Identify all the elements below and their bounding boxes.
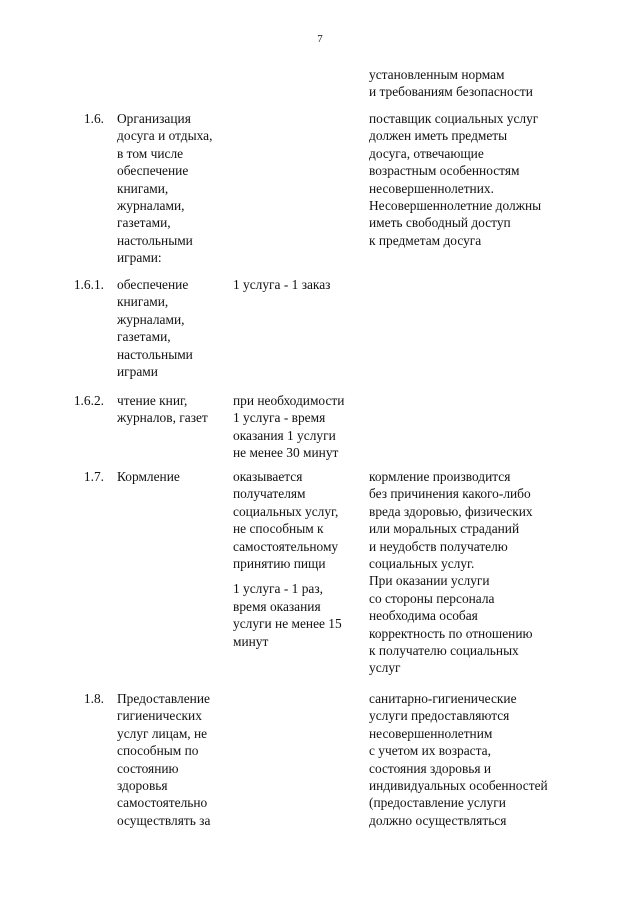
text-line: услуг лицам, не — [117, 725, 208, 741]
text-line: 1 услуга - время — [233, 410, 326, 426]
text-line: услуги предоставляются — [369, 708, 510, 724]
text-line: журналов, газет — [117, 410, 208, 426]
conditions-paragraph — [369, 690, 589, 829]
text-line: время оказания — [233, 598, 321, 614]
text-line: несовершеннолетним — [369, 725, 493, 741]
text-line: газетами, — [117, 329, 171, 345]
text-line: минут — [233, 633, 269, 649]
service-number: 1.6.2. — [73, 393, 104, 408]
service-name — [117, 468, 227, 485]
text-line: обеспечение — [117, 277, 189, 292]
text-line: к предметам досуга — [369, 232, 482, 248]
conditions-paragraph — [369, 110, 589, 249]
text-line: с учетом их возраста, — [369, 743, 491, 759]
volume-paragraph — [233, 276, 361, 293]
text-line: досуга, отвечающие — [369, 145, 484, 161]
text-line: вреда здоровью, физических — [369, 503, 533, 519]
text-line: без причинения какого-либо — [369, 486, 531, 502]
service-number: 1.7. — [83, 469, 104, 484]
text-line: Предоставление — [117, 691, 210, 706]
volume-paragraph — [233, 392, 361, 462]
text-line: книгами, — [117, 294, 169, 310]
service-conditions — [369, 690, 589, 829]
text-line: чтение книг, — [117, 393, 188, 408]
service-name — [117, 690, 227, 829]
text-line: кормление производится — [369, 469, 511, 484]
text-line: к получателю социальных — [369, 643, 519, 659]
text-line: оказания 1 услуги — [233, 427, 336, 443]
text-line: или моральных страданий — [369, 521, 520, 537]
service-number: 1.8. — [83, 691, 104, 706]
text-line: со стороны персонала — [369, 590, 495, 606]
text-line: при необходимости — [233, 393, 345, 408]
text-line: состоянию — [117, 760, 179, 776]
text-line: возрастным особенностям — [369, 163, 520, 179]
text-line: играми: — [117, 250, 162, 266]
text-line: здоровья — [117, 778, 168, 794]
text-line: 1 услуга - 1 заказ — [233, 277, 331, 292]
service-number: 1.6. — [83, 111, 104, 126]
text-line: осуществлять за — [117, 812, 211, 828]
text-line: принятию пищи — [233, 556, 326, 572]
service-conditions — [369, 66, 589, 101]
text-line: услуги не менее 15 — [233, 616, 342, 632]
text-line: книгами, — [117, 180, 169, 196]
text-line: санитарно-гигиенические — [369, 691, 517, 706]
text-line: газетами, — [117, 215, 171, 231]
volume-paragraph — [233, 468, 361, 572]
text-line: играми — [117, 364, 158, 380]
text-line: должен иметь предметы — [369, 128, 508, 144]
service-conditions — [369, 110, 589, 249]
service-volume — [233, 468, 361, 650]
text-line: социальных услуг. — [369, 556, 475, 572]
text-line: услуг — [369, 660, 401, 676]
text-line: не менее 30 минут — [233, 445, 339, 461]
text-line: 1 услуга - 1 раз, — [233, 581, 323, 597]
text-line: получателям — [233, 486, 306, 502]
text-line: иметь свободный доступ — [369, 215, 511, 231]
text-line: самостоятельному — [233, 538, 339, 554]
text-line: журналами, — [117, 311, 185, 327]
text-line: социальных услуг, — [233, 503, 339, 519]
text-line: не способным к — [233, 521, 324, 537]
text-line: должно осуществляться — [369, 812, 507, 828]
text-line: корректность по отношению — [369, 625, 533, 641]
text-line: При оказании услуги — [369, 573, 490, 589]
text-line: в том числе — [117, 145, 184, 161]
text-line: установленным нормам — [369, 67, 505, 82]
text-line: Организация — [117, 111, 191, 126]
text-line: несовершеннолетних. — [369, 180, 494, 196]
text-line: гигиенических — [117, 708, 202, 724]
service-volume — [233, 392, 361, 462]
page-number: 7 — [317, 33, 323, 45]
text-line: Несовершеннолетние должны — [369, 198, 542, 214]
text-line: досуга и отдыха, — [117, 128, 213, 144]
service-conditions — [369, 468, 589, 677]
text-line: поставщик социальных услуг — [369, 111, 539, 126]
text-line: настольными — [117, 346, 193, 362]
text-line: журналами, — [117, 198, 185, 214]
text-line: (предоставление услуги — [369, 795, 506, 811]
text-line: самостоятельно — [117, 795, 208, 811]
volume-paragraph — [233, 580, 361, 650]
service-name — [117, 110, 227, 267]
conditions-paragraph — [369, 468, 589, 677]
text-line: состояния здоровья и — [369, 760, 492, 776]
text-line: оказывается — [233, 469, 303, 484]
service-number: 1.6.1. — [73, 277, 104, 292]
text-line: необходима особая — [369, 608, 478, 624]
service-name — [117, 392, 227, 427]
text-line: и неудобств получателю — [369, 538, 508, 554]
text-line: индивидуальных особенностей — [369, 778, 548, 794]
service-volume — [233, 276, 361, 293]
text-line: Кормление — [117, 469, 180, 484]
text-line: обеспечение — [117, 163, 189, 179]
text-line: способным по — [117, 743, 199, 759]
text-line: и требованиям безопасности — [369, 84, 533, 100]
text-line: настольными — [117, 232, 193, 248]
service-name — [117, 276, 227, 380]
conditions-paragraph — [369, 66, 589, 101]
